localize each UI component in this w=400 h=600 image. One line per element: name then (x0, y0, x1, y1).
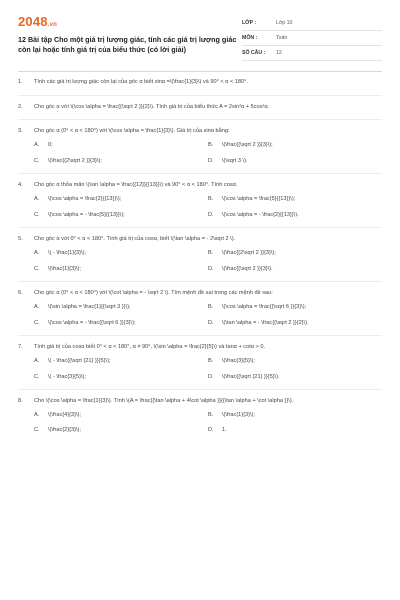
answer-option[interactable] (208, 141, 382, 150)
option-text: \(\frac{1}{3}\); (222, 411, 255, 418)
option-text: 1. (222, 427, 227, 434)
answer-option[interactable] (208, 373, 382, 382)
question-stem (18, 397, 382, 406)
question-item (18, 127, 382, 165)
option-text: \(\frac{{\sqrt 2 }}{3}\); (222, 141, 273, 148)
answer-option[interactable] (208, 249, 382, 258)
question-item (18, 235, 382, 273)
question-divider (18, 227, 382, 228)
question-text: Cho góc α thỏa mãn \(\sin \alpha = \frac{{12}}{{13}}\) và 90° < α < 180°. Tính cosα. (34, 182, 238, 189)
option-letter: B. (208, 249, 214, 256)
question-number: 4. (18, 182, 23, 189)
question-stem (18, 103, 382, 112)
option-text: \(\cos \alpha = \frac{{\sqrt 6 }}{3}\); (222, 303, 307, 310)
answer-option[interactable] (34, 319, 208, 328)
option-letter: A. (34, 357, 40, 364)
question-number: 5. (18, 236, 23, 243)
meta-row-subject (242, 31, 382, 46)
question-item (18, 181, 382, 219)
question-number: 6. (18, 290, 23, 297)
answer-option[interactable] (208, 303, 382, 312)
option-letter: B. (208, 411, 214, 418)
answer-option[interactable] (34, 211, 208, 220)
option-letter: A. (34, 141, 40, 148)
question-number: 2. (18, 103, 23, 110)
question-divider (18, 119, 382, 120)
question-item (18, 289, 382, 327)
option-text: 0; (48, 141, 53, 148)
meta-value: Lớp 10 (276, 20, 293, 26)
question-number: 8. (18, 398, 23, 405)
question-number: 1. (18, 79, 23, 85)
question-stem (18, 127, 382, 136)
answer-options (34, 357, 382, 381)
option-text: \(\frac{2}{3}\); (48, 427, 81, 434)
answer-options (34, 303, 382, 327)
meta-table (242, 16, 382, 61)
question-divider (18, 95, 382, 96)
answer-option[interactable] (34, 265, 208, 274)
option-text: \(\cos \alpha = - \frac{{\sqrt 6 }}{3}\); (48, 319, 136, 326)
answer-option[interactable] (208, 411, 382, 420)
option-text: \( - \frac{3}{5}\); (48, 373, 86, 380)
answer-option[interactable] (34, 157, 208, 166)
question-text: Cho góc α (0° < α < 180°) với \(\cot \alpha = - \sqrt 2 \). Tìm mệnh đề sai trong các mệnh đề sau: (34, 290, 273, 297)
option-letter: D. (208, 211, 214, 218)
answer-option[interactable] (208, 426, 382, 435)
question-text: Cho góc α với \(\cos \alpha = \frac{{\sqrt 2 }}{2}\). Tính giá trị của biểu thức A = 2sin²α + 5cos²α. (34, 103, 270, 110)
answer-option[interactable] (34, 195, 208, 204)
question-item (18, 78, 382, 87)
answer-option[interactable] (208, 195, 382, 204)
question-stem (18, 289, 382, 298)
option-text: \(\frac{{2\sqrt 2 }}{3}\); (222, 249, 276, 256)
answer-options (34, 411, 382, 435)
answer-option[interactable] (34, 373, 208, 382)
answer-option[interactable] (34, 357, 208, 366)
option-text: \(\frac{3}{5}\); (222, 357, 255, 364)
question-item (18, 103, 382, 112)
header-divider (18, 71, 382, 72)
option-letter: C. (34, 373, 40, 380)
answer-option[interactable] (34, 249, 208, 258)
question-text: Cho \(\cos \alpha = \frac{1}{3}\). Tính \(A = \frac{{\tan \alpha + 4\cot \alpha }}{{\tan \alpha + \cot \alpha }}\). (34, 398, 294, 405)
answer-options (34, 195, 382, 219)
site-logo[interactable]: 2048.vn (18, 14, 58, 29)
meta-row-count (242, 46, 382, 61)
question-divider (18, 389, 382, 390)
question-number: 3. (18, 128, 23, 135)
question-text: Tính giá trị của cosα biết 0° < α < 180°, α ≠ 90°, \(\sin \alpha = \frac{2}{5}\) và tanα + cotα > 0. (34, 344, 266, 351)
option-text: \( - \frac{{\sqrt {21} }}{5}\); (48, 357, 111, 364)
answer-option[interactable] (34, 426, 208, 435)
question-divider (18, 173, 382, 174)
option-text: \(\cos \alpha = \frac{2}{{13}}\); (48, 195, 122, 202)
option-text: \(\frac{{\sqrt {21} }}{5}\). (222, 373, 280, 380)
meta-value: 12 (276, 50, 282, 56)
question-text: Cho góc α với 0° < α < 180°. Tính giá trị của cosα, biết \(\tan \alpha = - 2\sqrt 2 \). (34, 236, 236, 243)
document-title: 12 Bài tập Cho một giá trị lượng giác, tính các giá trị lượng giác còn lại hoặc tính giá trị của biểu thức (có lời giải) (18, 35, 237, 54)
option-text: \(\frac{1}{3}\); (48, 265, 81, 272)
option-letter: D. (208, 427, 214, 434)
option-text: \(\frac{{2\sqrt 2 }}{3}\); (48, 157, 102, 164)
option-letter: D. (208, 319, 214, 326)
option-letter: C. (34, 427, 40, 434)
option-text: \(\frac{4}{3}\); (48, 411, 81, 418)
option-letter: B. (208, 303, 214, 310)
document-header (18, 14, 382, 61)
meta-label: LỚP : (242, 20, 257, 26)
answer-option[interactable] (34, 411, 208, 420)
option-letter: B. (208, 141, 214, 148)
option-letter: A. (34, 249, 40, 256)
option-letter: C. (34, 157, 40, 164)
meta-label: SỐ CÂU : (242, 50, 266, 56)
question-item (18, 397, 382, 435)
option-letter: D. (208, 157, 214, 164)
answer-options (34, 141, 382, 165)
answer-option[interactable] (208, 157, 382, 166)
option-text: \(\cos \alpha = - \frac{5}{{13}}\); (48, 211, 125, 218)
option-letter: B. (208, 357, 214, 364)
meta-value: Toán (276, 35, 288, 41)
question-stem (18, 78, 382, 87)
logo-suffix: .vn (47, 22, 58, 28)
answer-option[interactable] (208, 319, 382, 328)
question-stem (18, 235, 382, 244)
meta-row-class (242, 16, 382, 31)
option-text: \(\cos \alpha = \frac{5}{{13}}\); (222, 195, 296, 202)
question-text: Cho góc α (0° < α < 180°) với \(\cos \alpha = \frac{1}{3}\). Giá trị của sinα bằng: (34, 128, 230, 135)
question-list (18, 78, 382, 435)
option-text: \(\cos \alpha = - \frac{2}{{13}}\). (222, 211, 299, 218)
answer-option[interactable] (208, 357, 382, 366)
question-divider (18, 335, 382, 336)
option-letter: C. (34, 319, 40, 326)
question-stem (18, 181, 382, 190)
option-letter: D. (208, 373, 214, 380)
option-letter: C. (34, 211, 40, 218)
option-letter: A. (34, 195, 40, 202)
answer-option[interactable] (34, 141, 208, 150)
option-letter: D. (208, 265, 214, 272)
question-number: 7. (18, 344, 23, 351)
option-text: \(\sqrt 3 \). (222, 157, 248, 164)
option-text: \( - \frac{1}{3}\); (48, 249, 86, 256)
answer-options (34, 249, 382, 273)
answer-option[interactable] (208, 211, 382, 220)
option-letter: A. (34, 411, 40, 418)
option-letter: B. (208, 195, 214, 202)
option-text: \(\sin \alpha = \frac{1}{{\sqrt 3 }}\); (48, 303, 131, 310)
answer-option[interactable] (208, 265, 382, 274)
meta-label: MÔN : (242, 35, 258, 41)
option-letter: A. (34, 303, 40, 310)
question-stem (18, 343, 382, 352)
question-item (18, 343, 382, 381)
question-text: Tính các giá trị lượng giác còn lại của góc α biết sinα =\(\frac{1}{3}\) và 90° < α < 180°. (34, 79, 248, 85)
answer-option[interactable] (34, 303, 208, 312)
option-letter: C. (34, 265, 40, 272)
option-text: \(\tan \alpha = - \frac{{\sqrt 2 }}{2}\). (222, 319, 309, 326)
question-divider (18, 281, 382, 282)
option-text: \(\frac{{\sqrt 2 }}{3}\). (222, 265, 273, 272)
